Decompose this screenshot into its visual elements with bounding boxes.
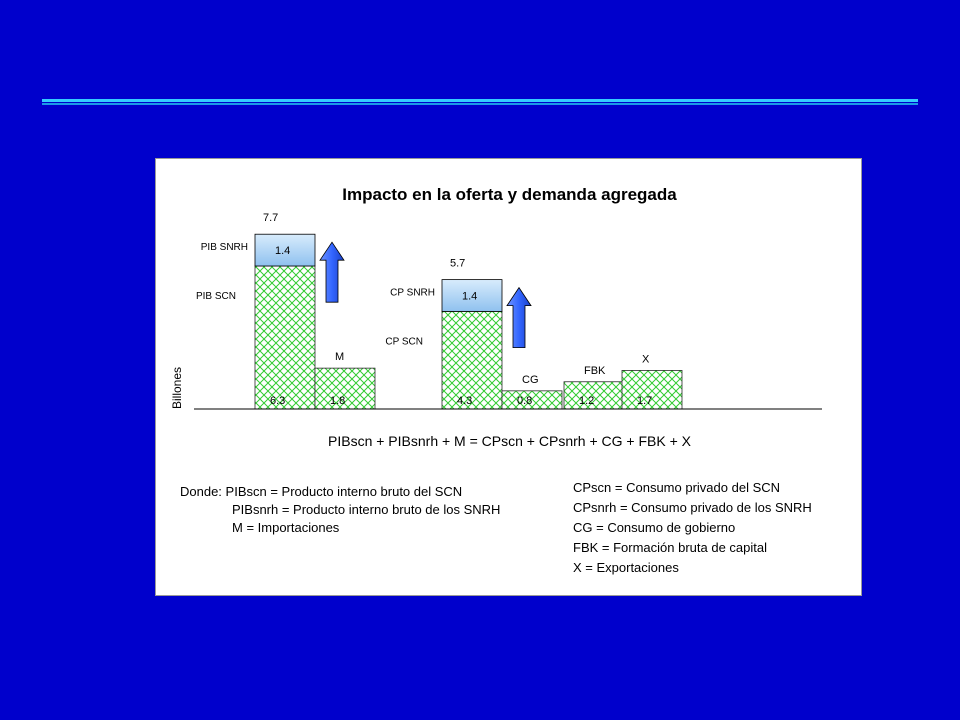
- legend-item-pibsnrh: PIBsnrh = Producto interno bruto de los SNRH: [232, 502, 501, 517]
- legend-demand: [572, 477, 854, 579]
- bar-value-pib-base: 6.3: [270, 395, 286, 407]
- legend-item-pibscn: Donde: PIBscn = Producto interno bruto del SCN: [180, 484, 463, 499]
- bar-segment-pib-0: [255, 266, 315, 409]
- legend-item-cg: CG = Consumo de gobierno: [573, 520, 736, 535]
- y-axis-label: Billones: [170, 366, 184, 409]
- legend-supply: [180, 483, 500, 537]
- bar-label-cp-base: CP SCN: [385, 336, 423, 348]
- up-arrow-icon-cp: [507, 288, 531, 348]
- bar-value-cp-top: 1.4: [462, 290, 478, 303]
- legend-item-cpsnrh: CPsnrh = Consumo privado de los SNRH: [573, 500, 812, 515]
- bar-total-cp: 5.7: [450, 257, 466, 270]
- bar-value-fbk-base: 1.2: [579, 395, 595, 407]
- bar-value-m-base: 1.8: [330, 395, 346, 407]
- legend-item-cpscn: CPscn = Consumo privado del SCN: [573, 480, 781, 495]
- bar-label-m: M: [335, 351, 345, 364]
- bar-value-cp-base: 4.3: [457, 395, 473, 407]
- bar-value-x-base: 1.7: [637, 395, 653, 407]
- bar-value-cg-base: 0.8: [517, 395, 533, 407]
- bar-label-cp-top: CP SNRH: [390, 287, 435, 299]
- up-arrow-icon-pib: [320, 242, 344, 302]
- chart-panel: [155, 158, 862, 596]
- legend-item-m: M = Importaciones: [232, 520, 340, 535]
- bar-label-fbk: FBK: [584, 364, 606, 377]
- balance-equation: PIBscn + PIBsnrh + M = CPscn + CPsnrh + CG + FBK + X: [328, 433, 691, 449]
- legend-item-fbk: FBK = Formación bruta de capital: [573, 540, 768, 555]
- bar-label-pib-top: PIB SNRH: [200, 242, 248, 254]
- header-rule-shadow: [42, 103, 918, 105]
- bar-total-pib: 7.7: [263, 212, 279, 225]
- bar-label-cg: CG: [522, 373, 539, 386]
- bar-label-x: X: [642, 353, 650, 366]
- header-rule: [42, 99, 918, 102]
- chart-title: Impacto en la oferta y demanda agregada: [342, 185, 677, 204]
- bar-value-pib-top: 1.4: [275, 245, 291, 258]
- bar-label-pib-base: PIB SCN: [195, 290, 236, 302]
- legend-item-x: X = Exportaciones: [573, 560, 679, 575]
